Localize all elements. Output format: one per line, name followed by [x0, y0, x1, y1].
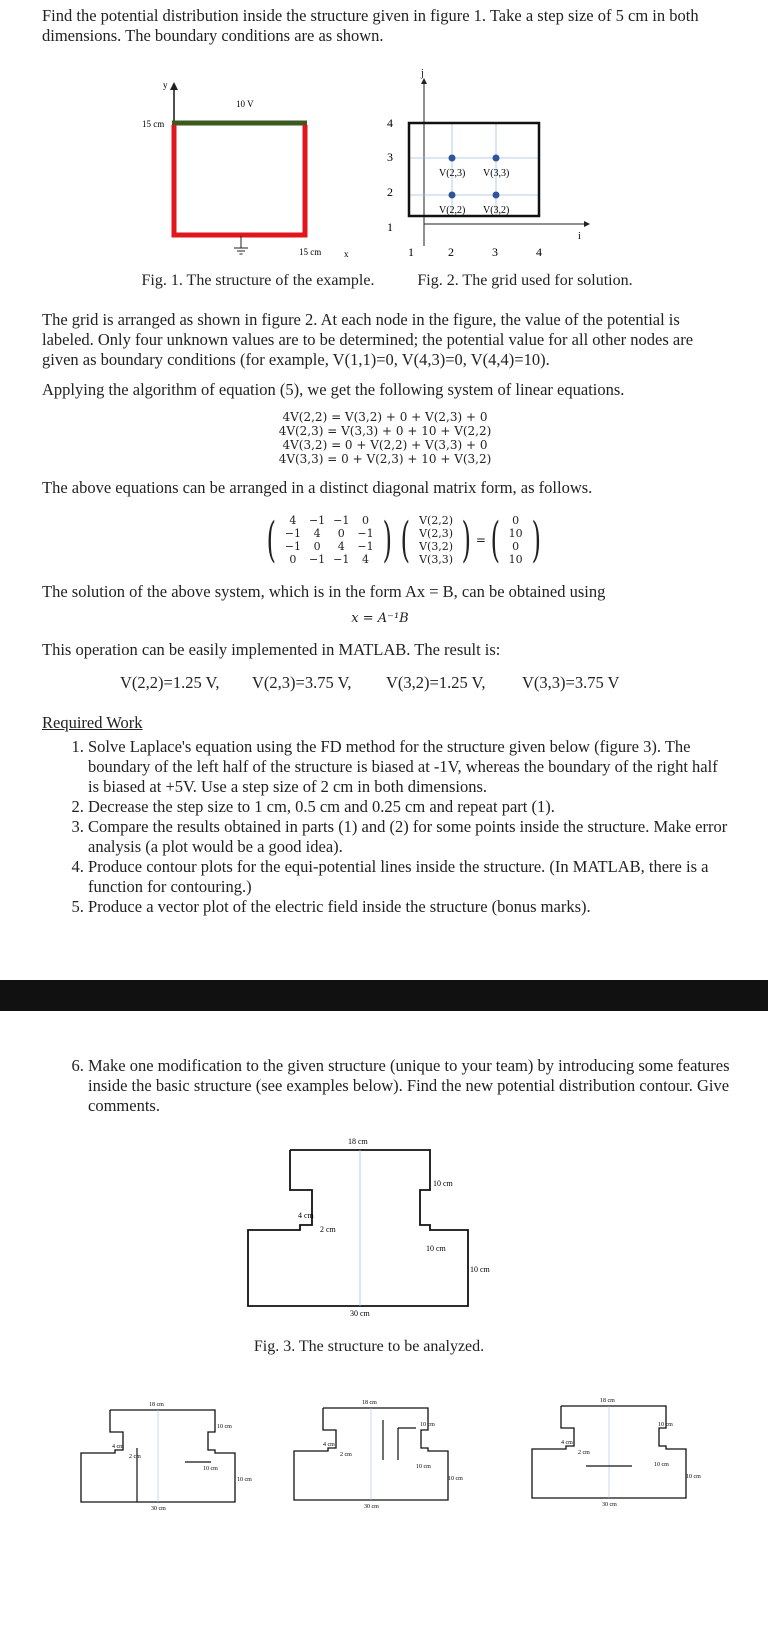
dim-label: 30 cm: [364, 1504, 379, 1510]
vector-b: 0 10 0 10: [508, 514, 523, 566]
grid-boundary: [409, 123, 539, 216]
item-6: [42, 1056, 732, 1116]
fig1-top-label: 10 V: [236, 99, 254, 109]
intro-text: Find the potential distribution inside the structure given in figure 1. Take a step size of 5 cm in both dimensions. The boundary conditions are as shown.: [42, 6, 699, 45]
dim-label: 10 cm: [420, 1422, 435, 1428]
j-tick: 2: [387, 185, 393, 199]
fig2-j-label: j: [421, 68, 424, 79]
dim-label: 10 cm: [686, 1474, 701, 1480]
dim-label: 18 cm: [600, 1398, 615, 1404]
j-tick: 4: [387, 116, 393, 130]
result-v23: V(2,3)=3.75 V,: [252, 673, 352, 692]
structure-outline: [248, 1150, 468, 1306]
figure-2: [387, 66, 616, 266]
dim-label: 10 cm: [654, 1462, 669, 1468]
node-label: V(2,2): [439, 205, 466, 216]
required-list: [42, 737, 732, 917]
dim-label: 18 cm: [362, 1400, 377, 1406]
i-arrow-icon: [584, 221, 590, 227]
i-tick: 2: [448, 245, 454, 259]
dim-label: 10 cm: [416, 1464, 431, 1470]
node-v23: [449, 155, 456, 162]
dim-label: 30 cm: [350, 1309, 370, 1318]
dim-label: 10 cm: [658, 1422, 673, 1428]
dim-label: 10 cm: [448, 1476, 463, 1482]
y-arrow-icon: [170, 82, 178, 90]
dim-label: 10 cm: [426, 1244, 446, 1253]
list-item: 1. Solve Laplace's equation using the FD method for the structure given below (figure 3). The boundary of the left half of the structure is biased at -1V, whereas the boundary of the right half is biased at +5V. Use a step size of 2 cm in both dimensions.: [88, 737, 732, 797]
dim-label: 10 cm: [470, 1265, 490, 1274]
result-v33: V(3,3)=3.75 V: [522, 673, 620, 692]
list-item: 2. Decrease the step size to 1 cm, 0.5 cm and 0.25 cm and repeat part (1).: [88, 797, 732, 817]
dim-label: 30 cm: [602, 1502, 617, 1508]
fig1-x-label: x: [344, 249, 349, 259]
dim-label: 2 cm: [129, 1454, 141, 1460]
dim-label: 18 cm: [348, 1137, 368, 1146]
dim-label: 4 cm: [112, 1444, 124, 1450]
required-work-heading: Required Work: [42, 713, 143, 732]
equation: 4V(3,2) = 0 + V(2,2) + V(3,3) + 0: [282, 438, 488, 452]
list-item: 6. Make one modification to the given structure (unique to your team) by introducing some features inside the basic structure (see examples below). Find the new potential distribution contour. Give comments.: [88, 1056, 732, 1116]
dim-label: 30 cm: [151, 1506, 166, 1512]
matlab-paragraph: This operation can be easily implemented in MATLAB. The result is:: [42, 640, 501, 659]
vector-x: V(2,2) V(2,3) V(3,2) V(3,3): [419, 514, 454, 566]
j-tick: 3: [387, 150, 393, 164]
fig3-caption: Fig. 3. The structure to be analyzed.: [253, 1338, 485, 1355]
dim-label: 4 cm: [298, 1211, 314, 1220]
dim-label: 2 cm: [578, 1450, 590, 1456]
list-item: 3. Compare the results obtained in parts (1) and (2) for some points inside the structure. Make error analysis (a plot would be a good idea).: [88, 817, 732, 857]
dim-label: 18 cm: [149, 1402, 164, 1408]
dim-label: 10 cm: [203, 1466, 218, 1472]
figure-1: [140, 76, 370, 266]
equation-system: [200, 410, 570, 466]
dim-label: 4 cm: [323, 1442, 335, 1448]
matrix-equation: ( 4 −1 −1 0 −1 4 0 −1 −1 0 4 −1 0 −1 −1 4 ) ( V(2,2) V(2,3) V(3,2) V(3,3) ) = ( 0 10 0 10 ): [266, 512, 541, 568]
page-separator: [0, 980, 768, 1011]
fig2-i-label: i: [578, 231, 581, 242]
dim-label: 10 cm: [237, 1477, 252, 1483]
node-v33: [493, 155, 500, 162]
solution-paragraph: The solution of the above system, which is in the form Ax = B, can be obtained using: [42, 582, 606, 601]
solution-equation: x = A⁻¹B: [351, 611, 409, 626]
algorithm-paragraph: Applying the algorithm of equation (5), we get the following system of linear equations.: [42, 380, 625, 399]
result-v32: V(3,2)=1.25 V,: [386, 673, 486, 692]
fig1-left-label: 15 cm: [142, 119, 165, 129]
node-label: V(2,3): [439, 168, 466, 179]
example-structure-3: [526, 1396, 726, 1516]
example-structure-2: [288, 1398, 478, 1518]
node-v32: [493, 192, 500, 199]
grid-paragraph: The grid is arranged as shown in figure 2. At each node in the figure, the value of the potential is labeled. Only four unknown values are to be determined; the potential value for all other nodes are given as boundary conditions (for example, V(1,1)=0, V(4,3)=0, V(4,4)=10).: [42, 310, 694, 369]
fig1-bottom-label: 15 cm: [299, 247, 322, 257]
dim-label: 10 cm: [433, 1179, 453, 1188]
fig1-caption: Fig. 1. The structure of the example.: [141, 272, 375, 289]
j-tick: 1: [387, 220, 393, 234]
i-tick: 4: [536, 245, 542, 259]
fig2-caption: Fig. 2. The grid used for solution.: [417, 272, 633, 289]
equals-sign: =: [475, 533, 486, 547]
matrix-a: 4 −1 −1 0 −1 4 0 −1 −1 0 4 −1 0 −1 −1 4: [284, 514, 374, 566]
example-structure-1: [75, 1400, 265, 1520]
equation: 4V(3,3) = 0 + V(2,3) + 10 + V(3,2): [278, 452, 492, 466]
ground-icon: [234, 236, 248, 254]
node-v22: [449, 192, 456, 199]
node-label: V(3,3): [483, 168, 510, 179]
dim-label: 2 cm: [340, 1452, 352, 1458]
i-tick: 1: [408, 245, 414, 259]
node-label: V(3,2): [483, 205, 510, 216]
i-tick: 3: [492, 245, 498, 259]
matrix-paragraph: The above equations can be arranged in a distinct diagonal matrix form, as follows.: [42, 478, 593, 497]
dim-label: 10 cm: [217, 1424, 232, 1430]
figure-3: [240, 1130, 510, 1330]
equation: 4V(2,2) = V(3,2) + 0 + V(2,3) + 0: [282, 410, 488, 424]
equation: 4V(2,3) = V(3,3) + 0 + 10 + V(2,2): [278, 424, 492, 438]
list-item: 4. Produce contour plots for the equi-potential lines inside the structure. (In MATLAB, there is a function for contouring.): [88, 857, 732, 897]
fig1-y-label: y: [163, 80, 168, 90]
list-item: 5. Produce a vector plot of the electric field inside the structure (bonus marks).: [88, 897, 732, 917]
grounded-boundary: [174, 125, 305, 235]
result-v22: V(2,2)=1.25 V,: [120, 673, 220, 692]
dim-label: 2 cm: [320, 1225, 336, 1234]
dim-label: 4 cm: [561, 1440, 573, 1446]
